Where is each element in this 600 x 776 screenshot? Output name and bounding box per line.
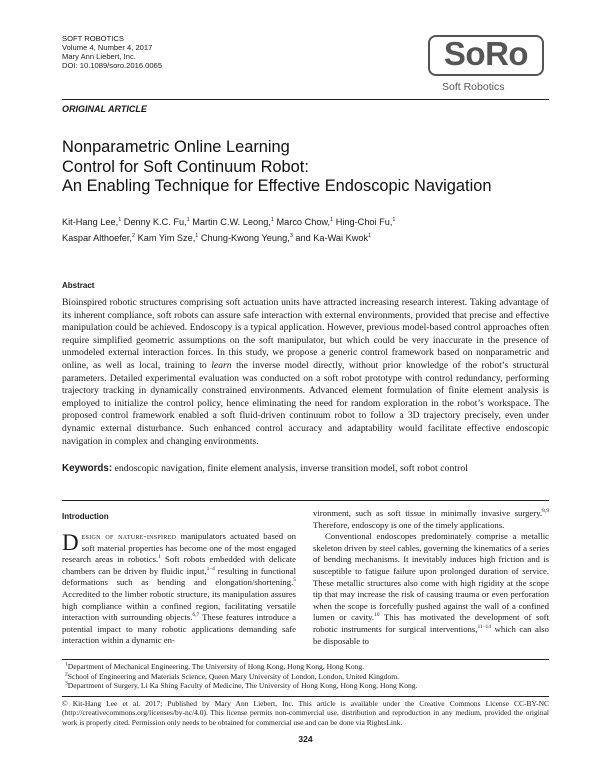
article-title <box>62 138 549 197</box>
license-rule <box>62 696 549 697</box>
introduction-heading: Introduction <box>62 512 109 521</box>
paragraph <box>313 508 549 531</box>
author-name: Marco Chow, <box>273 217 331 227</box>
body-text: vironment, such as soft tissue in minimally invasive surgery. <box>313 508 543 518</box>
author-name: Denny K.C. Fu, <box>121 217 187 227</box>
drop-cap: D <box>62 530 79 555</box>
paragraph <box>313 531 549 647</box>
title-line: Control for Soft Continuum Robot: <box>62 157 309 176</box>
logo-wordmark: SoRo <box>443 35 529 72</box>
journal-publisher: Mary Ann Liebert, Inc. <box>62 52 136 61</box>
citation: 1–4 <box>206 565 215 572</box>
page-number: 324 <box>298 734 313 744</box>
citation: 6,7 <box>192 612 200 619</box>
affiliation-text: Department of Surgery, Li Ka Shing Faculty of Medicine, The University of Hong Kong, Hong Kong, Hong Kong. <box>67 681 418 690</box>
author-name: Hing-Choi Fu, <box>333 217 393 227</box>
journal-name: SOFT ROBOTICS <box>62 34 124 43</box>
license-text: © Kit-Hang Lee et al. 2017; Published by Mary Ann Liebert, Inc. This article is available under the Creative Commons License CC-BY-NC (http://creativecommons.org/licenses/by-nc/4.0). This license permits non-commercial use, distribution and reproduction in any medium, provided the original work is properly cited. Permission only needs to be obtained for commercial use and can be done via RightsLink. <box>62 699 549 727</box>
author-name: Kaspar Althoefer, <box>62 233 132 243</box>
affiliation <box>62 662 418 672</box>
lead-in: esign of nature-inspired <box>81 531 177 541</box>
section-rule <box>62 500 549 501</box>
abstract-heading: Abstract <box>62 281 95 290</box>
affiliation-text: School of Engineering and Materials Science, Queen Mary University of London, London, United Kingdom. <box>67 671 400 681</box>
author-line <box>62 214 395 230</box>
affiliation-number: 2 <box>65 670 68 677</box>
citation: 8,9 <box>542 508 549 515</box>
body-text: manipulators actuated based on soft material properties has become one of the most engaged research areas in robotics. <box>62 531 296 565</box>
footnote-rule <box>62 659 549 660</box>
keywords-text: endoscopic navigation, finite element analysis, inverse transition model, soft robot control <box>112 463 468 474</box>
title-line: An Enabling Technique for Effective Endoscopic Navigation <box>62 177 492 195</box>
author-affil: 3 <box>289 232 293 239</box>
body-text: resulting in functional deformations such as bending and elongation/shortening. <box>62 565 296 588</box>
abstract-emphasis: learn <box>211 359 232 371</box>
affiliation-number: 3 <box>65 680 68 687</box>
affiliation-number: 1 <box>65 661 68 668</box>
body-text: Soft robots embedded with delicate chambers can be driven by fluidic input, <box>62 554 296 576</box>
body-text: which can also be disposable to <box>313 623 550 646</box>
soro-logo <box>428 35 548 99</box>
author-name: Chung-Kwong Yeung, <box>198 233 290 243</box>
body-text: Conventional endoscopes predominately comprise a metallic skeleton driven by steel cables, governing the kinematics of a series of bending mechanisms. It inevitably induces high friction and is susceptible to fatigue failure upon prolonged duration of service. These metallic structures also come with high rigidity at the scope tip that may increase the risk of causing trauma or even perforation when the scope is forcefully pushed against the wall of a confined lumen or cavity. <box>313 531 549 623</box>
citation: 10 <box>373 612 380 619</box>
author-affil: 1 <box>195 232 199 239</box>
affiliations <box>62 662 418 691</box>
citation: 11–14 <box>477 624 491 631</box>
title-line: Nonparametric Online Learning <box>62 138 290 156</box>
affiliation <box>62 672 418 682</box>
article-type: ORIGINAL ARTICLE <box>62 104 147 114</box>
author-affil: 1 <box>392 216 396 223</box>
body-text: Accredited to the limber robotic structure, its manipulation assures high compliance within a confined region, facilitating versatile interaction with surrounding objects. <box>62 588 296 623</box>
body-text: Therefore, endoscopy is one of the timely applications. <box>313 519 505 530</box>
abstract-part: Bioinspired robotic structures comprising soft actuation units have attracted increasing research interest. Taking advantage of its inherent compliance, soft robots can assure safe interaction with external environments, provided that precise and effective manipulation could be achieved. Endoscopy is a typical application. However, previous model-based control approaches often require simplified geometric assumptions on the soft manipulator, but which could be very inaccurate in the presence of unmodeled external interaction forces. In this study, we propose a generic control framework based on nonparametric and online, as well as local, training to <box>62 297 549 371</box>
abstract-part: the inverse model directly, without prior knowledge of the robot’s structural parameters. Detailed experimental evaluation was conducted on a soft robot prototype with control redundancy, performing trajectory tracking in dynamically constrained environments. Advanced element formulation of finite element analysis is employed to initialize the control policy, hence eliminating the need for random exploration in the robot’s workspace. The proposed control framework enabled a soft fluid-driven continuum robot to follow a 3D trajectory precisely, even under dynamic external disturbance. Such enhanced control accuracy and adaptability would facilitate effective endoscopic navigation in complex and changing environments. <box>62 359 550 447</box>
affiliation-text: Department of Mechanical Engineering, The University of Hong Kong, Hong Kong, Hong Kong. <box>67 662 365 671</box>
citation: 1 <box>158 554 161 561</box>
author-affil: 1 <box>270 216 274 223</box>
author-name: and Ka-Wai Kwok <box>292 233 369 243</box>
journal-info <box>62 34 162 70</box>
journal-volume: Volume 4, Number 4, 2017 <box>62 43 153 52</box>
author-affil: 1 <box>186 216 190 223</box>
journal-doi: DOI: 10.1089/soro.2016.0065 <box>62 61 163 70</box>
body-column-left <box>62 531 296 647</box>
author-affil: 1 <box>118 216 122 223</box>
header-rule <box>62 99 549 100</box>
keywords-label: Keywords: <box>62 463 113 474</box>
body-text: These features introduce a potential impact to many robotic applications demanding safe interaction within a dynamic en- <box>62 612 297 646</box>
body-column-right <box>313 508 549 647</box>
logo-subtitle: Soft Robotics <box>442 81 505 93</box>
author-affil: 2 <box>131 232 136 239</box>
author-list <box>62 214 395 246</box>
citation: 5 <box>293 577 296 584</box>
author-affil: 1 <box>368 232 372 239</box>
affiliation <box>62 681 418 691</box>
author-name: Martin C.W. Leong, <box>189 217 271 227</box>
keywords <box>62 463 549 475</box>
body-text: This has motivated the development of soft robotic instruments for surgical interventions, <box>313 612 549 634</box>
author-name: Kit-Hang Lee, <box>62 217 119 227</box>
abstract-text <box>62 297 549 448</box>
author-name: Kam Yim Sze, <box>135 233 196 243</box>
author-line <box>62 230 395 246</box>
author-affil: 1 <box>330 216 334 223</box>
